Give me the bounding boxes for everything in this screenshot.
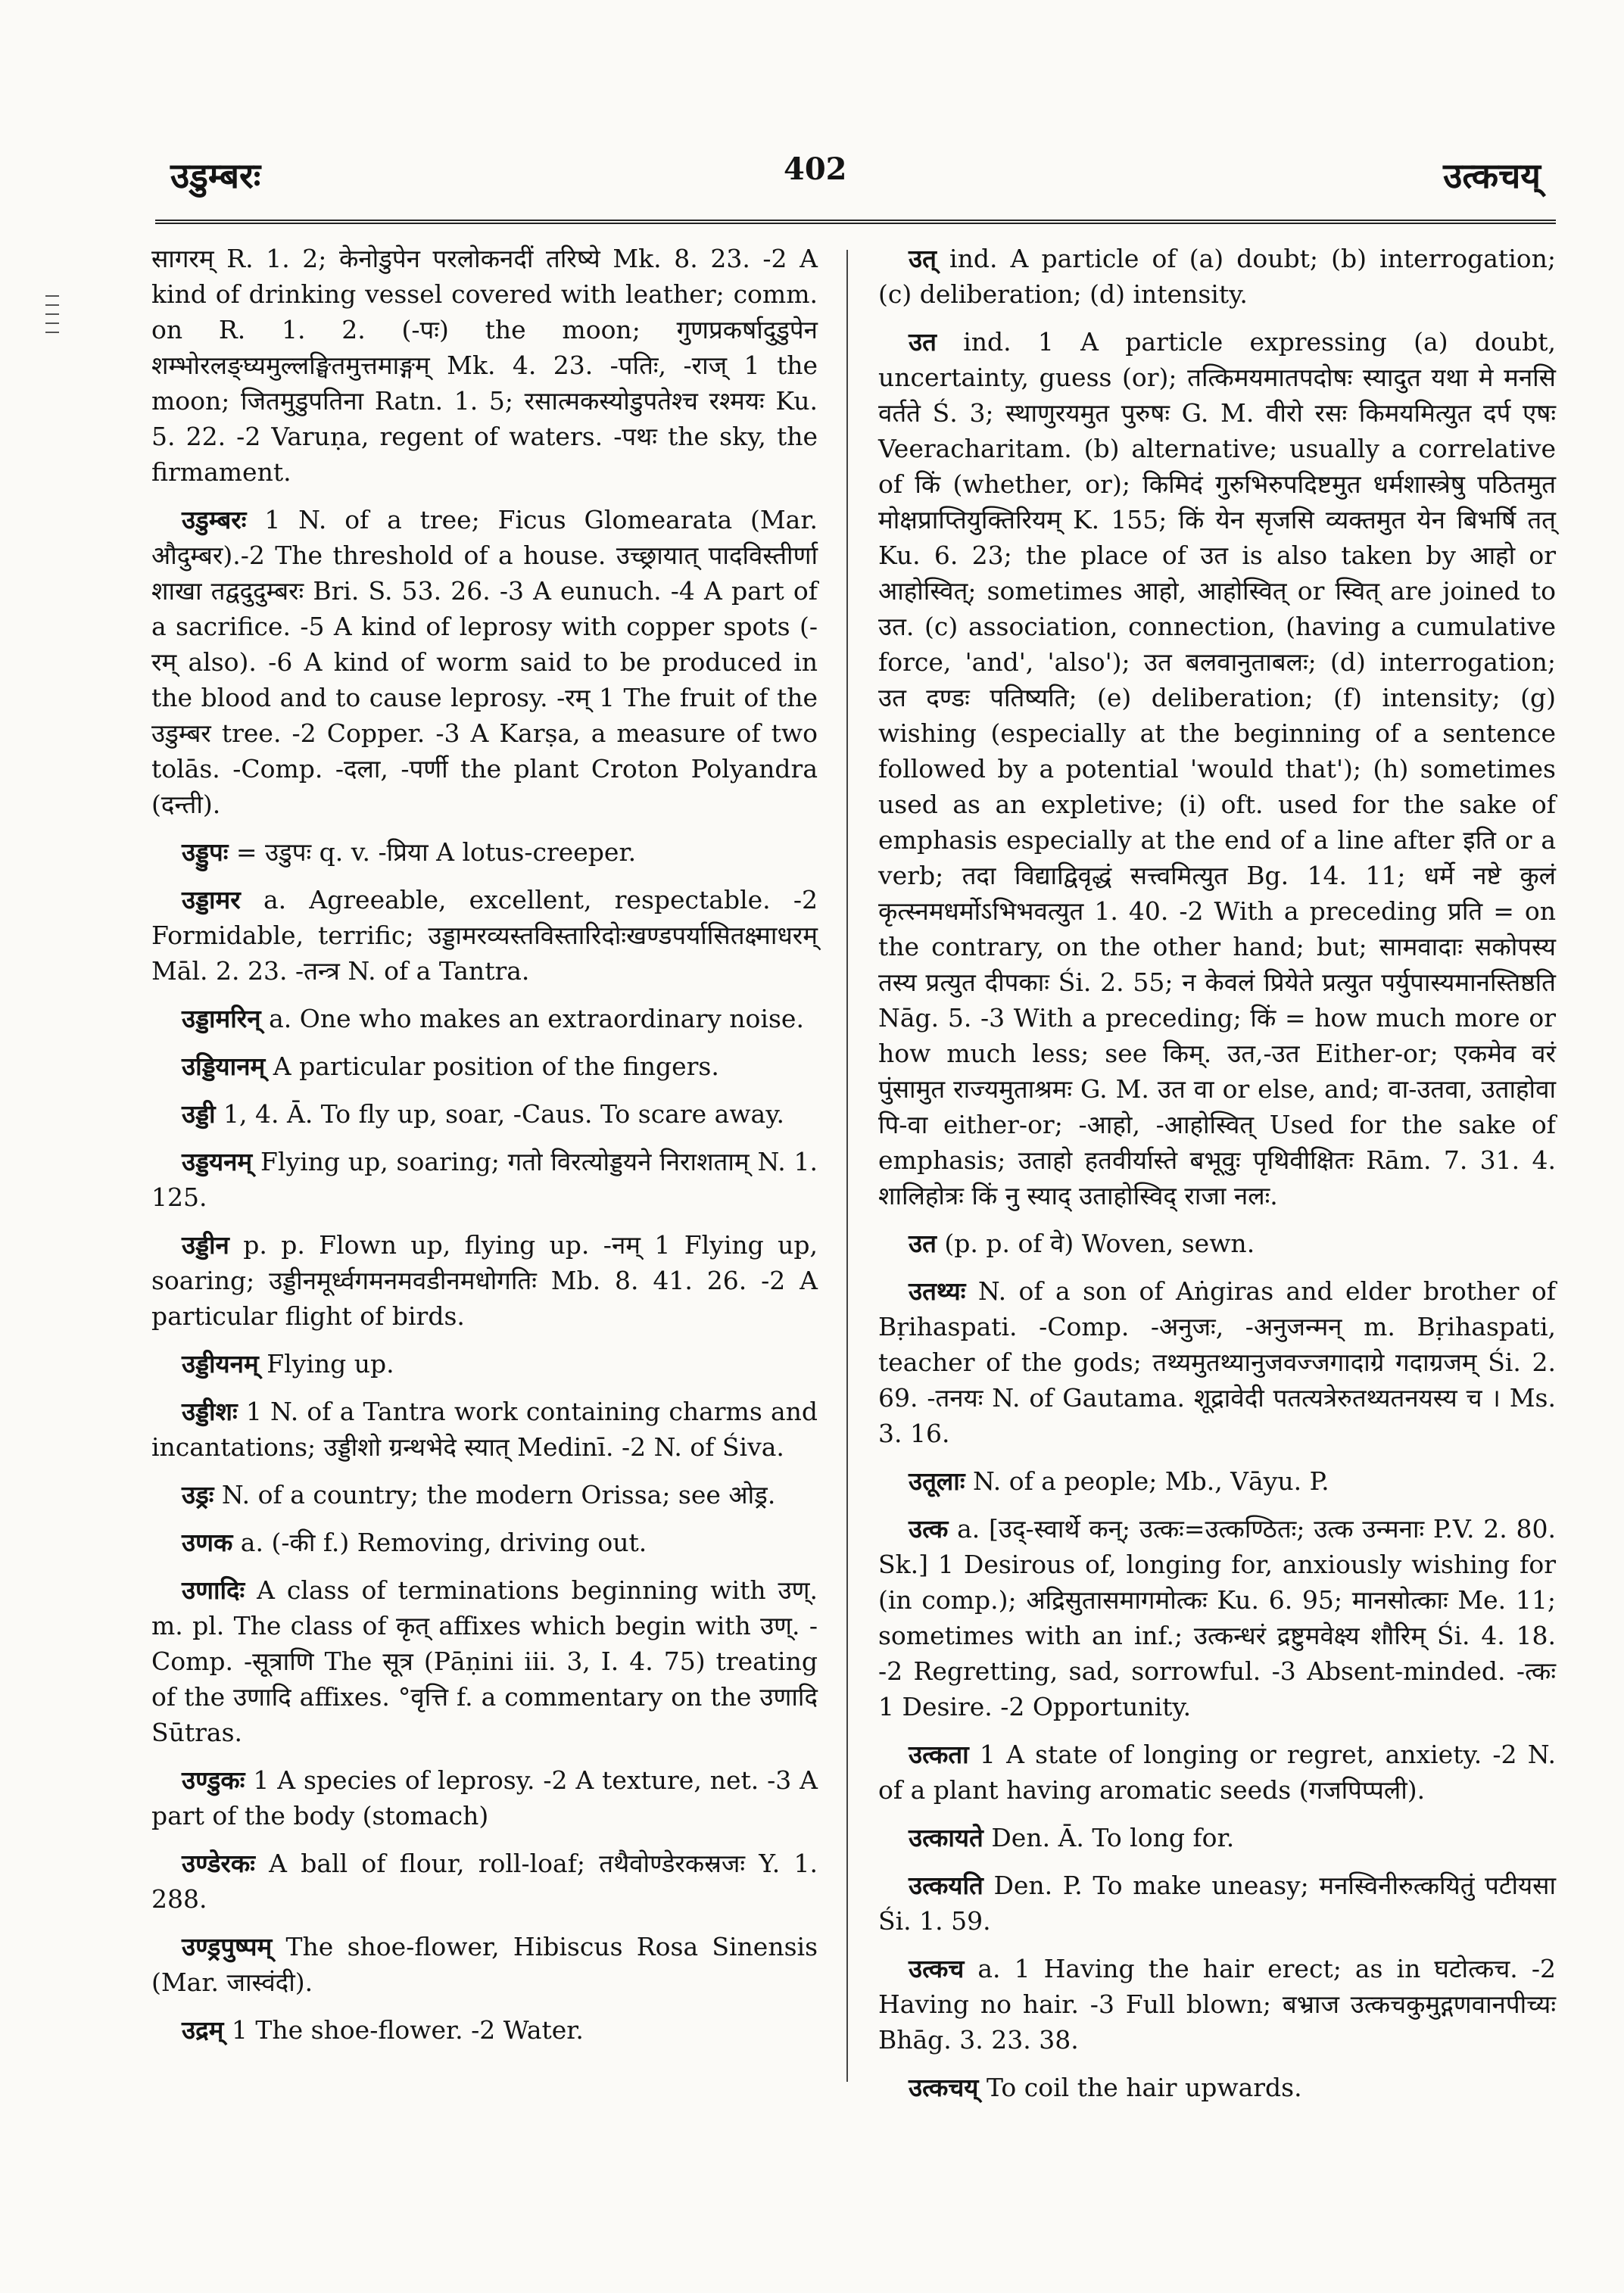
- dictionary-entry: [878, 1273, 1556, 1451]
- dictionary-entry: [878, 2070, 1556, 2105]
- entry-definition: A particular position of the fingers.: [273, 1051, 719, 1081]
- dictionary-entry: [151, 1929, 818, 2000]
- entry-headword: उत: [909, 1229, 937, 1258]
- dictionary-entry: [151, 882, 818, 989]
- entry-definition: ind. 1 A particle expressing (a) doubt, uncertainty, guess (or); तत्किमयमातपदोषः स्यादुत यथा मे मनसि वर्तते Ś. 3; स्थाणुरयमुत पुरुषः G. M. वीरो रसः किमयमित्युत दर्प एषः Veeracharitam. (b) alternative; usually a correlative of किं (whether, or); किमिदं गुरुभिरुपदिष्टमुत धर्मशास्त्रेषु पठितमुत मोक्षप्राप्तियुक्तिरियम् K. 155; किं येन सृजसि व्यक्तमुत येन बिभर्षि तत् Ku. 6. 23; the place of उत is also taken by आहो or आहोस्वित्; sometimes आहो, आहोस्वित् or स्वित् are joined to उत. (c) association, connection, (having a cumulative force, 'and', 'also'); उत बलवानुताबलः; (d) interrogation; उत दण्डः पतिष्यति; (e) deliberation; (f) intensity; (g) wishing (especially at the beginning of a sentence followed by a potential 'would that'); (h) sometimes used as an expletive; (i) oft. used for the sake of emphasis especially at the end of a line after इति or a verb; तदा विद्याद्विवृद्धं सत्त्वमित्युत Bg. 14. 11; धर्मे नष्टे कुलं कृत्स्नमधर्मोऽभिभवत्युत 1. 40. -2 With a preceding प्रति = on the contrary, on the other hand; but; सामवादाः सकोपस्य तस्य प्रत्युत दीपकाः Śi. 2. 55; न केवलं प्रियेते प्रत्युत पर्युपास्यमानस्तिष्ठति Nāg. 5. -3 With a preceding; किं = how much more or how much less; see किम्. उत,-उत Either-or; एकमेव वरं पुंसामुत राज्यमुताश्रमः G. M. उत वा or else, and; वा-उतवा, उताहोवा पि-वा either-or; -आहो, -आहोस्वित् Used for the sake of emphasis; उताहो हतवीर्यास्ते बभूवुः पृथिवीक्षितः Rām. 7. 31. 4. शालिहोत्रः किं नु स्याद् उताहोस्विद् राजा नलः.: [878, 327, 1556, 1210]
- entry-headword: उड्डामर: [182, 885, 241, 914]
- dictionary-entry: [151, 1096, 818, 1132]
- entry-headword: उड्डामरिन्: [182, 1004, 261, 1033]
- dictionary-entry: [878, 1951, 1556, 2058]
- entry-definition: A ball of flour, roll-loaf; तथैवोण्डेरकस्रजः Y. 1. 288.: [151, 1849, 818, 1914]
- dictionary-entry: [151, 1572, 818, 1750]
- dictionary-entry: [151, 1394, 818, 1465]
- margin-ticks: [45, 295, 59, 341]
- header-rule: [155, 220, 1556, 224]
- dictionary-entry: [878, 1820, 1556, 1855]
- dictionary-entry: [878, 241, 1556, 312]
- left-running-headword: उडुम्बरः: [170, 155, 261, 196]
- entry-definition: Den. Ā. To long for.: [991, 1823, 1235, 1852]
- entry-definition: सागरम् R. 1. 2; केनोडुपेन परलोकनदीं तरिष्ये Mk. 8. 23. -2 A kind of drinking vessel covered with leather; comm. on R. 1. 2. (-पः) the moon; गुणप्रकर्षादुडुपेन शम्भोरलङ्घ्यमुल्लङ्घितमुत्तमाङ्गम् Mk. 4. 23. -पतिः, -राज् 1 the moon; जितमुडुपतिना Ratn. 1. 5; रसात्मकस्योडुपतेश्च रश्मयः Ku. 5. 22. -2 Varuṇa, regent of waters. -पथः the sky, the firmament.: [151, 244, 818, 487]
- entry-definition: a. Agreeable, excellent, respectable. -2 Formidable, terrific; उड्डामरव्यस्तविस्तारिदोःखण्डपर्यासितक्ष्माधरम् Māl. 2. 23. -तन्त्र N. of a Tantra.: [151, 885, 818, 986]
- entry-definition: a. One who makes an extraordinary noise.: [269, 1004, 804, 1033]
- dictionary-entry: [151, 1001, 818, 1036]
- dictionary-entry: [151, 1227, 818, 1334]
- entry-definition: Flying up, soaring; गतो विरत्योड्डयने निराशताम् N. 1. 125.: [151, 1147, 818, 1212]
- entry-headword: उतूलाः: [909, 1466, 965, 1496]
- entry-headword: उड्डी: [182, 1099, 216, 1129]
- entry-headword: उण्डेरकः: [182, 1849, 255, 1878]
- entry-definition: N. of a people; Mb., Vāyu. P.: [972, 1466, 1329, 1496]
- entry-definition: 1 N. of a Tantra work containing charms and incantations; उड्डीशो ग्रन्थभेदे स्यात् Medinī. -2 N. of Śiva.: [151, 1397, 818, 1462]
- entry-headword: उत्कता: [909, 1740, 969, 1769]
- dictionary-entry: [151, 1525, 818, 1560]
- entry-headword: उड्डयनम्: [182, 1147, 253, 1176]
- entry-headword: उत: [909, 327, 937, 357]
- page-number: 402: [784, 151, 847, 187]
- entry-definition: = उडुपः q. v. -प्रिया A lotus-creeper.: [235, 837, 637, 867]
- entry-definition: a. (-की f.) Removing, driving out.: [240, 1528, 647, 1557]
- entry-definition: N. of a country; the modern Orissa; see ओड्र.: [221, 1480, 776, 1509]
- page-header: [170, 151, 1548, 204]
- entry-definition: The shoe-flower, Hibiscus Rosa Sinensis (Mar. जास्वंदी).: [151, 1932, 818, 1997]
- entry-definition: a. 1 Having the hair erect; as in घटोत्कच. -2 Having no hair. -3 Full blown; बभ्राज उत्कचकुमुद्गणवानपीच्यः Bhāg. 3. 23. 38.: [878, 1954, 1556, 2055]
- entry-headword: उड्डीशः: [182, 1397, 238, 1426]
- dictionary-entry: [151, 1477, 818, 1513]
- dictionary-entry: [878, 1226, 1556, 1261]
- entry-definition: To coil the hair upwards.: [986, 2073, 1302, 2102]
- entry-headword: उणक: [182, 1528, 233, 1557]
- dictionary-entry: [878, 1737, 1556, 1808]
- entry-definition: 1 A species of leprosy. -2 A texture, net. -3 A part of the body (stomach): [151, 1765, 818, 1830]
- entry-definition: 1, 4. Ā. To fly up, soar, -Caus. To scare away.: [223, 1099, 784, 1129]
- entry-definition: A class of terminations beginning with उण्. m. pl. The class of कृत् affixes which begin with उण्. -Comp. -सूत्राणि The सूत्र (Pāṇini iii. 3, I. 4. 75) treating of the उणादि affixes. °वृत्ति f. a commentary on the उणादि Sūtras.: [151, 1575, 818, 1747]
- entry-definition: 1 A state of longing or regret, anxiety. -2 N. of a plant having aromatic seeds (गजपिप्पली).: [878, 1740, 1556, 1805]
- entry-headword: उड्रः: [182, 1480, 214, 1509]
- entry-headword: उत्कयति: [909, 1871, 983, 1900]
- dictionary-entry: [878, 1463, 1556, 1499]
- dictionary-entry: [878, 324, 1556, 1213]
- dictionary-entry: [151, 1846, 818, 1917]
- dictionary-entry: [878, 1868, 1556, 1939]
- entry-definition: Den. P. To make uneasy; मनस्विनीरुत्कयितुं पटीयसा Śi. 1. 59.: [878, 1871, 1556, 1936]
- entry-headword: उड्डियानम्: [182, 1051, 266, 1081]
- right-running-headword: उत्कचय्: [1443, 155, 1541, 196]
- right-column: [878, 241, 1556, 2117]
- entry-headword: उण्डुकः: [182, 1765, 245, 1795]
- dictionary-entry: [151, 1762, 818, 1833]
- entry-headword: उणादिः: [182, 1575, 245, 1605]
- left-column: [151, 241, 818, 2060]
- dictionary-entry: [151, 1048, 818, 1084]
- entry-headword: उत्कचय्: [909, 2073, 979, 2102]
- entry-definition: N. of a son of Aṅgiras and elder brother of Bṛihaspati. -Comp. -अनुजः, -अनुजन्मन् m. Bṛihaspati, teacher of the gods; तथ्यमुतथ्यानुजवज्जगादाग्रे गदाग्रजम् Śi. 2. 69. -तनयः N. of Gautama. शूद्रावेदी पतत्यत्रेरुतथ्यतनयस्य च । Ms. 3. 16.: [878, 1276, 1556, 1448]
- entry-definition: (p. p. of वे) Woven, sewn.: [944, 1229, 1255, 1258]
- entry-headword: उत्: [909, 244, 937, 273]
- dictionary-entry: [151, 241, 818, 490]
- entry-headword: उडुम्बरः: [182, 505, 247, 534]
- entry-definition: a. [उद्-स्वार्थे कन्; उत्कः=उत्कण्ठितः; उत्क उन्मनाः P.V. 2. 80. Sk.] 1 Desirous of, longing for, anxiously wishing for (in comp.); अद्रिसुतासमागमोत्कः Ku. 6. 95; मानसोत्काः Me. 11; sometimes with an inf.; उत्कन्धरं द्रष्टुमवेक्ष्य शौरिम् Śi. 4. 18. -2 Regretting, sad, sorrowful. -3 Absent-minded. -त्कः 1 Desire. -2 Opportunity.: [878, 1514, 1556, 1721]
- entry-definition: 1 N. of a tree; Ficus Glomearata (Mar. औदुम्बर).-2 The threshold of a house. उच्छ्रायात् पादविस्तीर्णा शाखा तद्वदुदुम्बरः Bri. S. 53. 26. -3 A eunuch. -4 A part of a sacrifice. -5 A kind of leprosy with copper spots (-रम् also). -6 A kind of worm said to be produced in the blood and to cause leprosy. -रम् 1 The fruit of the उडुम्बर tree. -2 Copper. -3 A Karṣa, a measure of two tolās. -Comp. -दला, -पर्णी the plant Croton Polyandra (दन्ती).: [151, 505, 818, 819]
- column-divider: [846, 250, 848, 2082]
- entry-headword: उड्डीन: [182, 1230, 229, 1260]
- entry-headword: उत्कच: [909, 1954, 965, 1983]
- dictionary-entry: [151, 502, 818, 822]
- entry-headword: उण्ड्रपुष्पम्: [182, 1932, 273, 1961]
- entry-definition: Flying up.: [267, 1349, 394, 1379]
- entry-headword: उत्क: [909, 1514, 949, 1544]
- entry-headword: उद्रम्: [182, 2015, 224, 2045]
- entry-definition: ind. A particle of (a) doubt; (b) interrogation; (c) deliberation; (d) intensity.: [878, 244, 1556, 309]
- entry-headword: उड्डुपः: [182, 837, 229, 867]
- dictionary-entry: [151, 834, 818, 870]
- dictionary-entry: [151, 2012, 818, 2048]
- entry-headword: उत्कायते: [909, 1823, 983, 1852]
- dictionary-entry: [151, 1346, 818, 1382]
- dictionary-entry: [878, 1511, 1556, 1724]
- entry-headword: उतथ्यः: [909, 1276, 966, 1306]
- dictionary-entry: [151, 1144, 818, 1215]
- entry-headword: उड्डीयनम्: [182, 1349, 259, 1379]
- entry-definition: 1 The shoe-flower. -2 Water.: [231, 2015, 584, 2045]
- entry-definition: p. p. Flown up, flying up. -नम् 1 Flying up, soaring; उड्डीनमूर्ध्वगमनमवडीनमधोगतिः Mb. 8. 41. 26. -2 A particular flight of birds.: [151, 1230, 818, 1331]
